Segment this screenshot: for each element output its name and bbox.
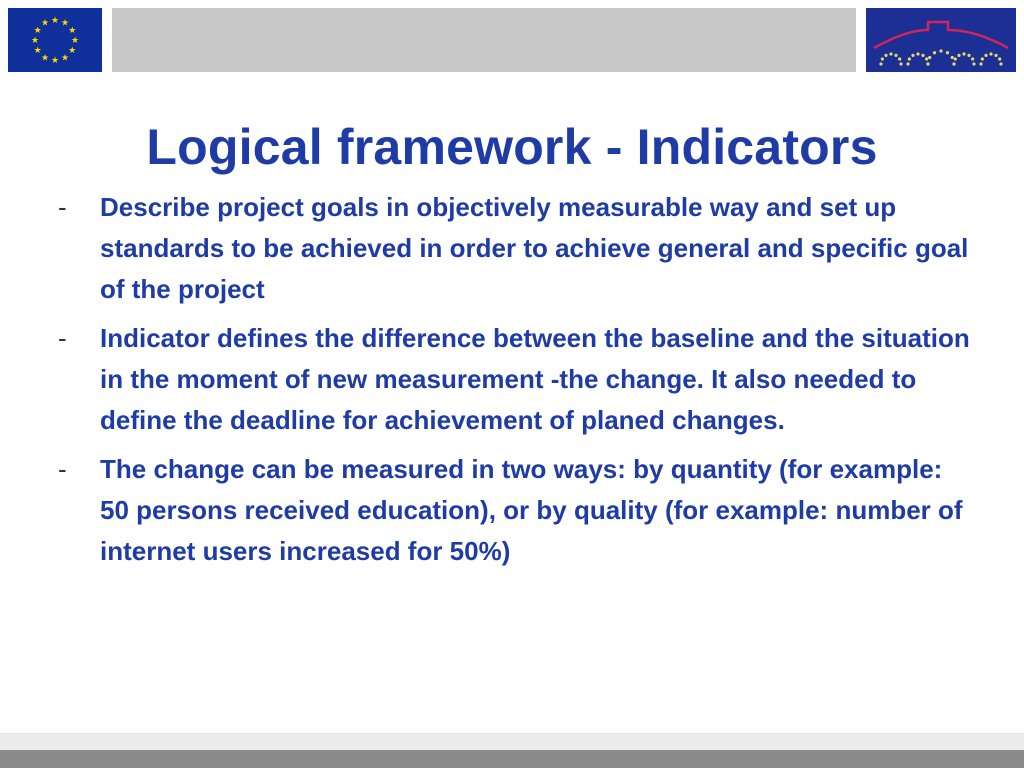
- logo-dot: [962, 52, 965, 55]
- logo-dot: [928, 56, 931, 59]
- logo-dot: [999, 62, 1002, 65]
- logo-dot: [881, 57, 884, 60]
- bullet-item: [56, 318, 976, 441]
- logo-dot: [952, 62, 955, 65]
- logo-dot: [894, 54, 897, 57]
- star-icon: ★: [50, 15, 60, 25]
- logo-dot: [906, 62, 909, 65]
- eu-flag-icon: [8, 8, 102, 72]
- bullet-marker: -: [58, 454, 67, 484]
- logo-dot: [925, 57, 928, 60]
- star-icon: ★: [40, 17, 50, 28]
- star-icon: ★: [68, 25, 77, 35]
- header-bar: [112, 8, 856, 72]
- bullet-marker: -: [58, 323, 67, 353]
- logo-dot: [984, 54, 987, 57]
- bullet-list: [56, 187, 976, 580]
- footer-band-dark: [0, 750, 1024, 768]
- logo-dot: [954, 57, 957, 60]
- logo-dot: [939, 49, 942, 52]
- footer-band-light: [0, 733, 1024, 751]
- logo-dot: [884, 54, 887, 57]
- logo-dot: [971, 57, 974, 60]
- logo-dot: [899, 62, 902, 65]
- logo-dot: [926, 62, 929, 65]
- logo-dot: [989, 52, 992, 55]
- star-icon: ★: [30, 35, 40, 45]
- logo-dot: [911, 54, 914, 57]
- star-icon: ★: [60, 52, 70, 63]
- logo-dot: [908, 57, 911, 60]
- logo-dot: [998, 57, 1001, 60]
- star-icon: ★: [40, 52, 50, 63]
- logo-dot: [994, 54, 997, 57]
- organization-logo-icon: [866, 8, 1016, 72]
- star-icon: ★: [33, 25, 42, 35]
- bullet-text: Indicator defines the difference between the baseline and the situation in the moment of new measurement -the change. It also needed to define the deadline for achievement of planed changes.: [100, 323, 970, 435]
- logo-dot: [981, 57, 984, 60]
- logo-dot: [957, 54, 960, 57]
- bullet-text: Describe project goals in objectively measurable way and set up standards to be achieved in order to achieve general and specific goal of the project: [100, 192, 969, 304]
- bullet-item: [56, 449, 976, 572]
- logo-dot: [889, 52, 892, 55]
- slide-title: Logical framework - Indicators: [146, 119, 878, 175]
- logo-dot: [898, 57, 901, 60]
- star-icon: ★: [68, 45, 77, 55]
- star-icon: ★: [33, 45, 42, 55]
- logo-dot: [879, 62, 882, 65]
- bullet-item: [56, 187, 976, 310]
- logo-dot: [946, 51, 949, 54]
- logo-dot: [951, 56, 954, 59]
- star-icon: ★: [70, 35, 80, 45]
- bullet-text: The change can be measured in two ways: by quantity (for example: 50 persons received education), or by quality (for example: number of internet users increased for 50%): [100, 454, 963, 566]
- logo-dot: [933, 51, 936, 54]
- logo-dot: [916, 52, 919, 55]
- star-icon: ★: [50, 55, 60, 65]
- logo-dot: [972, 62, 975, 65]
- bullet-marker: -: [58, 192, 67, 222]
- logo-dot: [979, 62, 982, 65]
- star-icon: ★: [60, 17, 70, 28]
- logo-dot: [967, 54, 970, 57]
- logo-dot: [921, 54, 924, 57]
